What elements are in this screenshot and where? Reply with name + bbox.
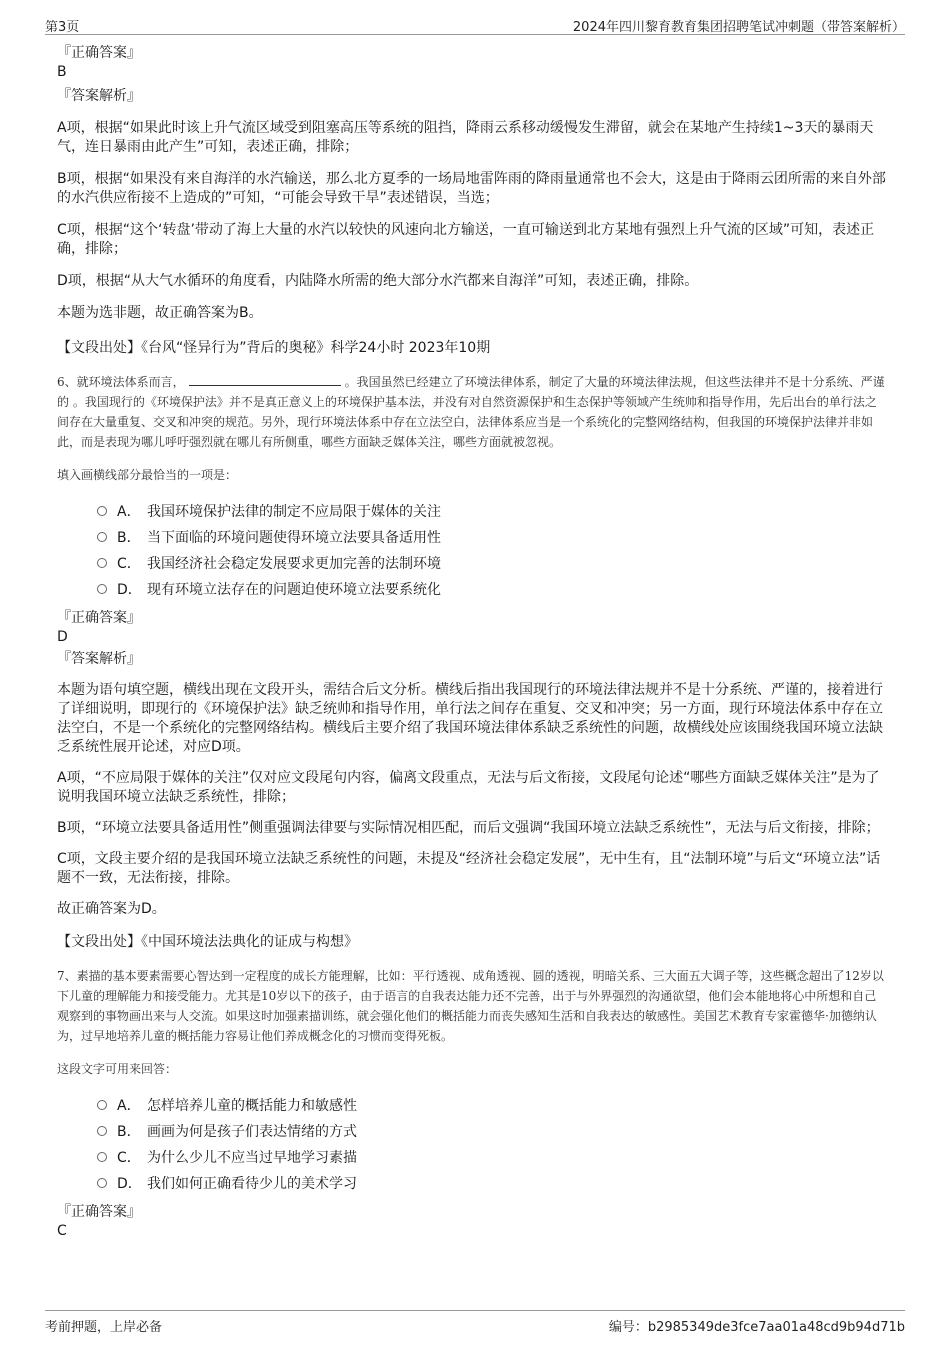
analysis-paragraph: A项，“不应局限于媒体的关注”仅对应文段尾句内容，偏离文段重点，无法与后文衔接，文段尾句论述“哪些方面缺乏媒体关注”是为了说明我国环境立法缺乏系统性，排除； [57, 770, 880, 805]
question-stem: 7、素描的基本要素需要心智达到一定程度的成长方能理解，比如：平行透视、成角透视、圆的透视，明暗关系、三大面五大调子等，这些概念超出了12岁以下儿童的理解能力和接受能力。尤其是10岁以下的孩子，由于语言的自我表达能力还不完善，出于与外界强烈的沟通欲望，他们会本能地将心中所想和自己观察到的事物画出来与人交流。如果这时加强素描训练，就会强化他们的概括能力而丧失感知生活和自我表达的敏感性。美国艺术教育专家霍德华·加德纳认为，过早地培养儿童的概括能力容易让他们养成概念化的习惯而变得死板。 [57, 969, 884, 1043]
correct-answer: B [57, 64, 67, 80]
option-b[interactable]: B． 当下面临的环境问题使得环境立法要具备适用性 [97, 525, 887, 551]
question-prompt: 这段文字可用来回答： [57, 1062, 178, 1076]
correct-answer: D [57, 629, 68, 645]
option-b[interactable]: B． 画画为何是孩子们表达情绪的方式 [97, 1119, 887, 1145]
option-a[interactable]: A． 怎样培养儿童的概括能力和敏感性 [97, 1093, 887, 1119]
radio-icon[interactable] [97, 584, 107, 594]
radio-icon[interactable] [97, 1178, 107, 1188]
document-code: 编号：b2985349de3fce7aa01a48cd9b94d71b [608, 1320, 905, 1335]
option-d[interactable]: D． 现有环境立法存在的问题迫使环境立法要系统化 [97, 577, 887, 603]
radio-icon[interactable] [97, 532, 107, 542]
page-header [45, 12, 905, 35]
question-prompt: 填入画横线部分最恰当的一项是： [57, 468, 238, 482]
analysis-label: 『答案解析』 [57, 88, 141, 104]
analysis-paragraph: B项，“环境立法要具备适用性”侧重强调法律要与实际情况相匹配，而后文强调“我国环境立法缺乏系统性”，无法与后文衔接，排除； [57, 820, 880, 836]
correct-answer: C [57, 1223, 67, 1239]
radio-icon[interactable] [97, 506, 107, 516]
analysis-paragraph: C项，文段主要介绍的是我国环境立法缺乏系统性的问题，未提及“经济社会稳定发展”，无中生有，且“法制环境”与后文“环境立法”话题不一致，无法衔接，排除。 [57, 851, 881, 886]
radio-icon[interactable] [97, 1100, 107, 1110]
analysis-paragraph: D项，根据“从大气水循环的角度看，内陆降水所需的绝大部分水汽都来自海洋”可知，表述正确，排除。 [57, 273, 699, 289]
answer-label: 『正确答案』 [57, 1204, 141, 1220]
analysis-conclusion: 本题为选非题，故正确答案为B。 [57, 305, 263, 321]
answer-label: 『正确答案』 [57, 45, 141, 61]
option-list [97, 499, 887, 603]
source-citation: 【文段出处】《中国环境法法典化的证成与构想》 [57, 934, 358, 950]
analysis-label: 『答案解析』 [57, 651, 141, 667]
analysis-paragraph: C项，根据“这个‘转盘’带动了海上大量的水汽以较快的风速向北方输送，一直可输送到北方某地有强烈上升气流的区域”可知，表述正确，排除； [57, 222, 875, 257]
source-citation: 【文段出处】《台风“怪异行为”背后的奥秘》科学24小时 2023年10期 [57, 340, 491, 356]
footer-slogan: 考前押题，上岸必备 [45, 1320, 163, 1335]
page-footer [45, 1310, 905, 1335]
radio-icon[interactable] [97, 1126, 107, 1136]
radio-icon[interactable] [97, 558, 107, 568]
fill-blank [189, 373, 341, 386]
analysis-paragraph: A项，根据“如果此时该上升气流区域受到阻塞高压等系统的阻挡，降雨云系移动缓慢发生滞留，就会在某地产生持续1~3天的暴雨天气，连日暴雨由此产生”可知，表述正确，排除； [57, 120, 874, 155]
analysis-conclusion: 故正确答案为D。 [57, 901, 166, 917]
question-stem: 6、就环境法体系而言， 。我国虽然已经建立了环境法律体系，制定了大量的环境法律法规，但这些法律并不是十分系统、严谨 的 。我国现行的《环境保护法》并不是真正意义上的环境保护基本法，并没有对自然资源保护和生态保护等领域产生统帅和指导作用，先后出台的单行法之间存在大量重复、交叉和冲突的规范。另外，现行环境法体系中存在立法空白，法律体系应当是一个系统化的完整网络结构，但我国的环境保护法律并非如此，而是表现为哪儿呼吁强烈就在哪儿有所侧重，哪些方面缺乏媒体关注，哪些方面就被忽视。 [57, 375, 885, 449]
option-d[interactable]: D． 我们如何正确看待少儿的美术学习 [97, 1171, 887, 1197]
option-c[interactable]: C． 我国经济社会稳定发展要求更加完善的法制环境 [97, 551, 887, 577]
radio-icon[interactable] [97, 1152, 107, 1162]
option-c[interactable]: C． 为什么少儿不应当过早地学习素描 [97, 1145, 887, 1171]
page-number: 第3页 [45, 20, 80, 35]
analysis-paragraph: 本题为语句填空题，横线出现在文段开头，需结合后文分析。横线后指出我国现行的环境法律法规并不是十分系统、严谨的，接着进行了详细说明，即现行的《环境保护法》缺乏统帅和指导作用，单行法之间存在重复、交叉和冲突；另一方面，现行环境法体系中存在立法空白，不是一个系统化的完整网络结构。横线后主要介绍了我国环境法律体系缺乏系统性的问题，故横线处应该围绕我国环境立法缺乏系统性展开论述，对应D项。 [57, 682, 883, 755]
option-list [97, 1093, 887, 1197]
page-content [57, 44, 887, 1240]
answer-label: 『正确答案』 [57, 610, 141, 626]
option-a[interactable]: A． 我国环境保护法律的制定不应局限于媒体的关注 [97, 499, 887, 525]
document-title: 2024年四川黎育教育集团招聘笔试冲刺题（带答案解析） [572, 20, 905, 35]
analysis-paragraph: B项，根据“如果没有来自海洋的水汽输送，那么北方夏季的一场局地雷阵雨的降雨量通常也不会大，这是由于降雨云团所需的来自外部的水汽供应衔接不上造成的”可知，“可能会导致干旱”表述错误，当选； [57, 171, 886, 206]
